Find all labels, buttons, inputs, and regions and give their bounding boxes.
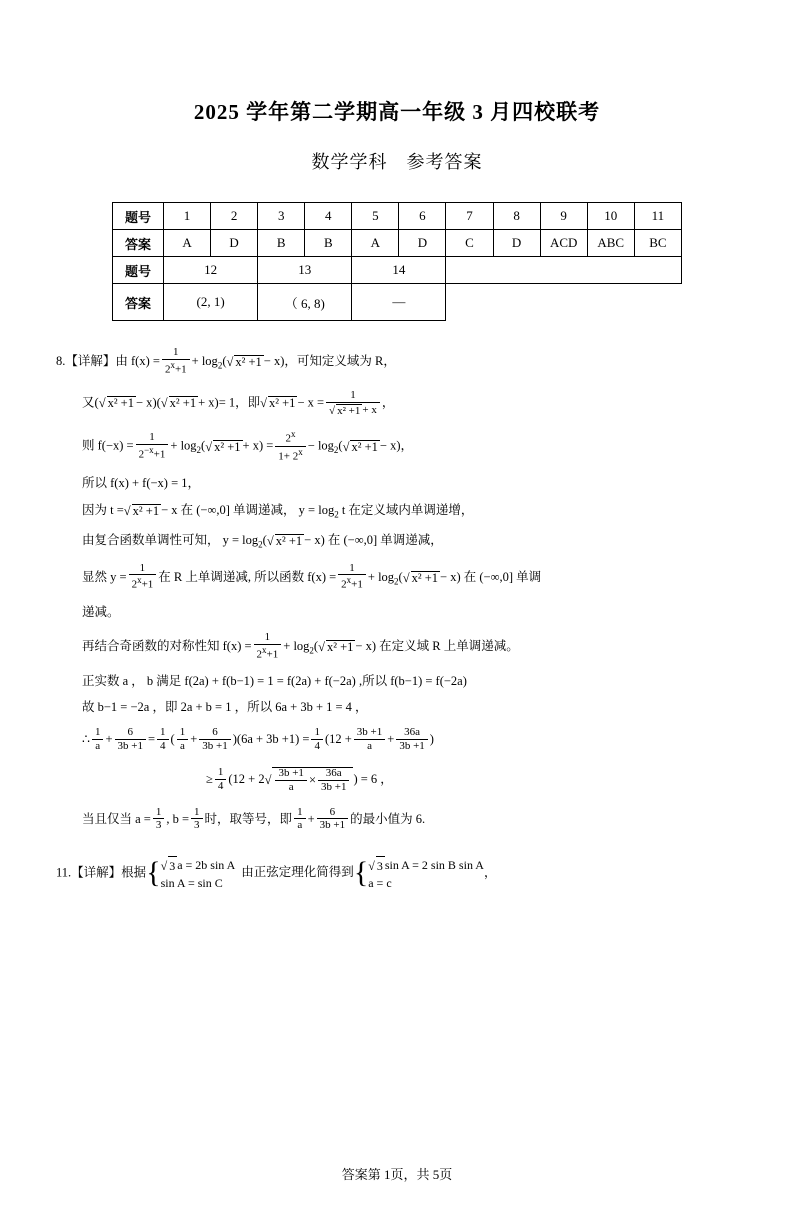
q-4: 4 — [305, 203, 352, 230]
a-12: (2, 1) — [164, 284, 258, 321]
text: ) = 6 ， — [353, 772, 393, 787]
text: + — [105, 732, 113, 747]
text: ( — [338, 438, 343, 453]
q-6: 6 — [399, 203, 446, 230]
text: − x) 在 (−∞,0] 单调递减， — [304, 532, 443, 547]
text: + — [387, 732, 395, 747]
sqrt-icon: √ x² +1 — [98, 396, 134, 411]
text: )(6a + 3b +1) = — [232, 732, 310, 747]
answer-sheet-page — [0, 96, 794, 1219]
table-row — [113, 203, 682, 230]
text: − x = — [297, 395, 325, 410]
a-5: A — [352, 230, 399, 257]
text: 时，取等号，即 — [204, 811, 293, 826]
table-row — [113, 284, 682, 321]
fraction: $\frac{1}{4}$ — [215, 766, 227, 792]
fraction: $\frac{2^x}{1+ 2^x}$ — [275, 429, 305, 463]
text: − log — [307, 438, 334, 453]
q-14: 14 — [352, 257, 446, 284]
text: 根据 — [121, 865, 147, 880]
a-6: D — [399, 230, 446, 257]
row-header-question-1: 题号 — [113, 203, 164, 230]
q-5: 5 — [352, 203, 399, 230]
sqrt-icon: √ x² +1 — [205, 439, 241, 454]
text: 又 — [82, 395, 95, 410]
a-1: A — [164, 230, 211, 257]
text: , b = — [166, 811, 190, 826]
text: 显然 y = — [82, 569, 127, 584]
text: ( — [313, 638, 319, 653]
text: 当且仅当 a = — [82, 811, 151, 826]
q-1: 1 — [164, 203, 211, 230]
text: − x)， — [379, 438, 413, 453]
text: (12 + — [324, 732, 352, 747]
fraction: $\frac{1}{2^x+1}$ — [162, 346, 190, 376]
solution-8-line-3: 则 f(−x) = $\frac{1}{2^{-x}+1}$ + $\log_2(√$ x² +1 + x) = $\frac{2^x}{1+ 2^x}$ − $\log_2(√$ x² +1 − x)， — [82, 429, 413, 463]
page-subtitle: 数学学科 参考答案 — [311, 152, 483, 172]
sqrt-icon: √ 3 — [161, 856, 178, 875]
solution-8-line-6: 由复合函数单调性可知， $y = \log_2(√$ x² +1 − x) 在 (−∞,0] 单调递减， — [82, 532, 443, 550]
solution-8-label: 8.【详解】 — [56, 353, 116, 368]
text: + x — [198, 395, 215, 410]
solution-8-line-7: 显然 y = $\frac{1}{2^x+1}$ 在 R 上单调递减, 所以函数 f(x) = $\frac{1}{2^x+1}$ + $\log_2(√$ x² +1 − x) 在 (−∞,0] 单调 — [82, 561, 542, 592]
fraction: $\frac{6}{3b +1}$ — [199, 726, 230, 752]
fraction: $\frac{1}{2^x+1}$ — [129, 562, 157, 592]
solution-8-line-4: 所以 f(x) + f(−x) = 1， — [82, 475, 200, 490]
solution-8-line-2: 又(√ x² +1 − x)(√ x² +1 + x)= 1，即√ x² +1 − x = $\frac{1}{\text{√ x² +1 + x}}$ ， — [82, 388, 395, 417]
a-2: D — [211, 230, 258, 257]
text: + log — [191, 353, 218, 368]
solution-8-line-8: 递减。 — [82, 604, 120, 619]
text: + x) = — [242, 438, 274, 453]
page-footer: 答案第 1页，共 5页 — [341, 1167, 453, 1182]
text: t 在定义域内单调递增， — [338, 502, 474, 517]
sqrt-icon: √ x² +1 — [402, 570, 439, 585]
text: + log — [283, 638, 310, 653]
fraction: $\frac{6}{3b +1}$ — [115, 726, 146, 752]
sqrt-icon: √ x² +1 — [342, 439, 378, 454]
sqrt-icon: √ x² +1 — [318, 639, 354, 654]
empty-cell-1 — [446, 257, 682, 284]
text: − x 在 (−∞,0] 单调递减， y = log — [161, 502, 335, 517]
text: 由正弦定理化简得到 — [241, 865, 354, 880]
q-10: 10 — [587, 203, 634, 230]
q-8: 8 — [493, 203, 540, 230]
text: − x — [136, 395, 153, 410]
fraction: $\frac{3b +1}{a}$ — [354, 726, 385, 752]
text: 则 f(−x) = — [82, 438, 134, 453]
fraction: $\frac{36a}{3b +1}$ — [396, 726, 427, 752]
row-header-answer-1: 答案 — [113, 230, 164, 257]
text: − x) 在 (−∞,0] 单调 — [440, 569, 542, 584]
a-11: BC — [634, 230, 681, 257]
row-header-question-2: 题号 — [113, 257, 164, 284]
sqrt-icon: √ $\frac{3b +1}{a}$ × $\frac{36a}{3b +1}$ — [265, 767, 354, 794]
sqrt-icon: √ x² +1 — [160, 396, 197, 411]
text: ) — [429, 732, 434, 747]
row-header-answer-2: 答案 — [113, 284, 164, 321]
a-14: — — [352, 284, 446, 321]
fraction: $\frac{1}{a}$ — [177, 726, 189, 752]
sqrt-icon: √ x² +1 — [260, 396, 296, 411]
fraction: $\frac{1}{\text{√ x² +1 + x}}$ — [326, 389, 380, 416]
q-11: 11 — [634, 203, 681, 230]
text: − x) 在定义域 R 上单调递减。 — [355, 638, 519, 653]
solution-8-line-13 — [206, 766, 738, 793]
fraction: $\frac{1}{4}$ — [157, 726, 169, 752]
solution-11-label: 11.【详解】 — [56, 865, 122, 880]
text: + log — [367, 569, 395, 584]
fraction: $\frac{1}{2^x+1}$ — [254, 631, 282, 661]
text: ( — [262, 532, 267, 547]
sqrt-icon: √ x² +1 — [226, 354, 262, 369]
a-3: B — [258, 230, 305, 257]
system-1: √ 3 a = 2b sin A sin A = sin C — [160, 857, 236, 890]
solution-8-line-12 — [82, 727, 738, 753]
a-8: D — [493, 230, 540, 257]
subscript: 2 — [217, 360, 223, 371]
q-3: 3 — [258, 203, 305, 230]
sqrt-icon: √ x² +1 — [266, 533, 303, 548]
solution-8-line-11: 故 b−1 = −2a ，即 2a + b = 1 ，所以 6a + 3b + 1 = 4 ， — [82, 699, 368, 714]
a-4: B — [305, 230, 352, 257]
sqrt-icon: √ x² +1 — [123, 503, 160, 518]
text: ≥ — [206, 772, 213, 787]
text: 再结合奇函数的对称性知 f(x) = — [82, 638, 252, 653]
solution-8-line-14 — [82, 807, 738, 833]
text: + log — [170, 438, 197, 453]
solutions-body — [56, 347, 738, 892]
text: ( — [398, 569, 403, 584]
solution-8-line-1 — [56, 347, 738, 377]
left-brace-icon-2: { — [353, 856, 369, 890]
text: ( — [222, 353, 227, 368]
text: 因为 t = — [82, 502, 124, 517]
solution-11-line-1 — [56, 855, 738, 892]
text: ， — [483, 865, 497, 880]
a-10: ABC — [587, 230, 634, 257]
text: ， — [381, 395, 395, 410]
fraction: $\frac{1}{2^{-x}+1}$ — [136, 431, 169, 461]
text: 由 f(x) = — [115, 353, 160, 368]
q-12: 12 — [164, 257, 258, 284]
answer-table — [112, 202, 682, 321]
fraction: $\frac{1}{2^x+1}$ — [338, 562, 366, 592]
a-7: C — [446, 230, 493, 257]
text: ( — [170, 732, 175, 747]
table-row — [113, 257, 682, 284]
empty-cell-2 — [446, 284, 682, 321]
system-2: √ 3 sin A = 2 sin B sin A a = c — [368, 857, 484, 890]
q-2: 2 — [211, 203, 258, 230]
fraction: $\frac{1}{a}$ — [294, 806, 306, 832]
solution-8-line-10: 正实数 a ， b 满足 f(2a) + f(b−1) = 1 = f(2a) + f(−2a) ,所以 f(b−1) = f(−2a) — [82, 673, 467, 688]
fraction: $\frac{6}{3b +1}$ — [317, 806, 348, 832]
text: (12 + 2 — [228, 772, 265, 787]
text: ( — [201, 438, 206, 453]
q-13: 13 — [258, 257, 352, 284]
text: 的最小值为 6. — [350, 811, 426, 826]
text: 由复合函数单调性可知， y = log — [82, 532, 259, 547]
fraction: $\frac{1}{4}$ — [311, 726, 323, 752]
text: ∴ — [82, 732, 90, 747]
text: + — [190, 732, 198, 747]
fraction: $\frac{1}{3}$ — [153, 806, 165, 832]
page-title: 2025 学年第二学期高一年级 3 月四校联考 — [193, 100, 601, 124]
text: 在 R 上单调递减, 所以函数 f(x) = — [158, 569, 337, 584]
solution-8-line-9: 再结合奇函数的对称性知 f(x) = $\frac{1}{2^x+1}$ + $\log_2(√$ x² +1 − x) 在定义域 R 上单调递减。 — [82, 630, 519, 661]
a-9: ACD — [540, 230, 587, 257]
fraction: $\frac{1}{3}$ — [191, 806, 203, 832]
left-brace-icon: { — [146, 856, 161, 890]
fraction: $\frac{1}{a}$ — [92, 726, 104, 752]
q-9: 9 — [540, 203, 587, 230]
table-row — [113, 230, 682, 257]
text: = — [147, 732, 156, 747]
sqrt-icon: √ 3 — [368, 856, 385, 875]
solution-8-line-5: 因为 t =√ x² +1 − x 在 (−∞,0] 单调递减， $y = \log_2 t$ 在定义域内单调递增， — [82, 502, 474, 520]
a-13: （ 6, 8) — [258, 284, 352, 321]
text: − x)，可知定义域为 R， — [263, 353, 396, 368]
q-7: 7 — [446, 203, 493, 230]
text: = 1，即 — [218, 395, 261, 410]
text: + — [307, 811, 315, 826]
